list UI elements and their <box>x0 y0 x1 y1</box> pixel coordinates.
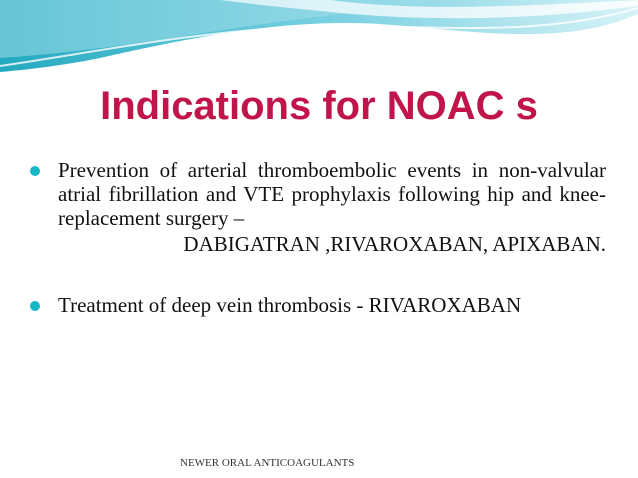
bullet-drug-list: DABIGATRAN ,RIVAROXABAN, APIXABAN. <box>183 232 606 256</box>
header-wave-decoration <box>0 0 638 80</box>
slide-footer: NEWER ORAL ANTICOAGULANTS <box>180 457 355 469</box>
bullet-item-prevention <box>30 158 606 256</box>
bullet-list <box>30 158 606 317</box>
bullet-text: Treatment of deep vein thrombosis - RIVAROXABAN <box>58 293 522 317</box>
slide-title: Indications for NOAC s <box>100 84 538 128</box>
bullet-text: Prevention of arterial thromboembolic events in non-valvular atrial fibrillation and VTE prophylaxis following hip and knee-replacement surgery – <box>58 158 606 230</box>
bullet-dot-icon <box>30 301 40 311</box>
bullet-dot-icon <box>30 166 40 176</box>
bullet-item-treatment <box>30 293 606 317</box>
